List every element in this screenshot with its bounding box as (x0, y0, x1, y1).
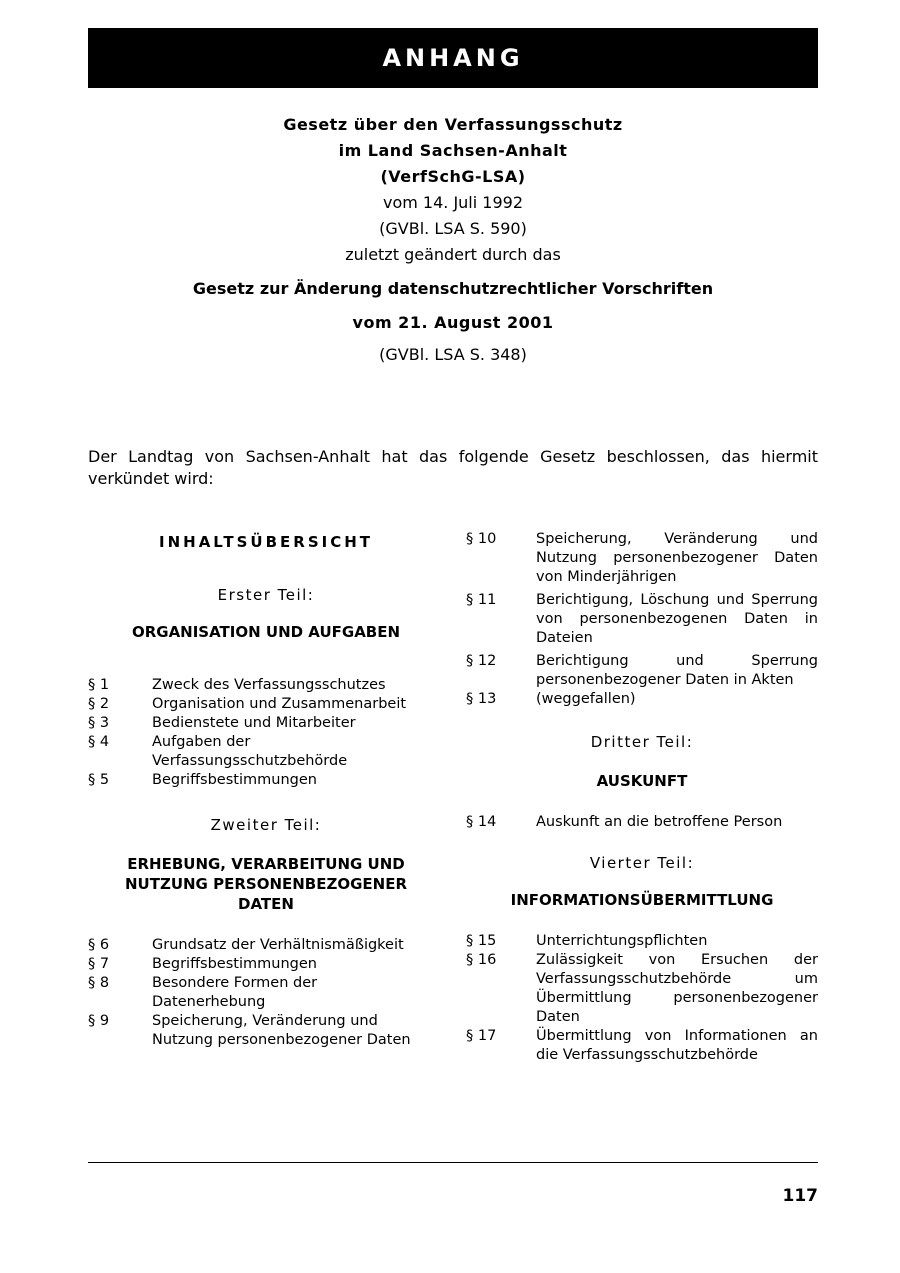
section-title: Unterrichtungspflichten (536, 933, 708, 949)
law-gazette: (GVBl. LSA S. 590) (379, 219, 527, 238)
toc-entry[interactable] (88, 1012, 444, 1050)
toc-entry[interactable] (88, 936, 444, 955)
toc-entry[interactable] (466, 951, 818, 1027)
part-3-heading: AUSKUNFT (596, 772, 688, 790)
law-abbreviation: (VerfSchG-LSA) (380, 167, 526, 186)
toc-left-column (88, 530, 444, 1050)
enactment-clause: Der Landtag von Sachsen-Anhalt hat das folgende Gesetz beschlossen, das hiermit verkündet wird: (88, 447, 818, 488)
section-title: Auskunft an die betroffene Person (536, 814, 783, 830)
law-name-line-2: im Land Sachsen-Anhalt (338, 141, 568, 160)
toc-entry[interactable] (466, 932, 818, 951)
section-number: § 9 (88, 1013, 110, 1029)
toc-entry[interactable] (88, 955, 444, 974)
toc-entry[interactable] (466, 652, 818, 690)
part-1-heading: ORGANISATION UND AUFGABEN (131, 623, 401, 641)
section-title: Speicherung, Veränderung und Nutzung personenbezogener Daten von Minderjährigen (536, 531, 818, 585)
section-title: Berichtigung und Sperrung personenbezogener Daten in Akten (536, 653, 818, 688)
law-title-block (88, 112, 818, 368)
section-title: Zweck des Verfassungsschutzes (152, 677, 386, 693)
section-number: § 1 (88, 677, 110, 693)
section-number: § 12 (466, 653, 497, 669)
toc-entry[interactable] (466, 530, 818, 587)
section-number: § 10 (466, 531, 497, 547)
section-number: § 5 (88, 772, 110, 788)
toc-entry[interactable] (88, 733, 444, 771)
toc-entry[interactable] (88, 714, 444, 733)
section-title: Speicherung, Veränderung und Nutzung personenbezogener Daten (152, 1013, 411, 1048)
toc-entry[interactable] (466, 1027, 818, 1065)
toc-entry[interactable] (88, 974, 444, 1012)
section-title: Organisation und Zusammenarbeit (152, 696, 407, 712)
toc-entry[interactable] (466, 813, 818, 832)
toc-entry[interactable] (88, 695, 444, 714)
section-title: Übermittlung von Informationen an die Verfassungsschutzbehörde (536, 1028, 818, 1063)
section-title: Aufgaben der Verfassungsschutzbehörde (152, 734, 348, 769)
section-number: § 7 (88, 956, 110, 972)
toc-entry[interactable] (466, 591, 818, 648)
part-4-label: Vierter Teil: (589, 854, 695, 872)
section-number: § 2 (88, 696, 110, 712)
part-3-label: Dritter Teil: (590, 733, 694, 751)
section-title: Begriffsbestimmungen (152, 772, 317, 788)
section-number: § 17 (466, 1028, 497, 1044)
part-4-heading: INFORMATIONSÜBERMITTLUNG (510, 891, 774, 909)
footer-divider (88, 1162, 818, 1163)
toc-entry[interactable] (88, 771, 444, 790)
section-title: Zulässigkeit von Ersuchen der Verfassungsschutzbehörde um Übermittlung personenbezogener Daten (536, 952, 818, 1025)
page-number: 117 (782, 1186, 818, 1206)
amending-law-gazette: (GVBl. LSA S. 348) (379, 345, 527, 364)
amending-law-name: Gesetz zur Änderung datenschutzrechtlicher Vorschriften (192, 279, 714, 298)
section-number: § 15 (466, 933, 497, 949)
section-title: Besondere Formen der Datenerhebung (152, 975, 318, 1010)
section-number: § 11 (466, 592, 497, 608)
amended-by-note: zuletzt geändert durch das (345, 245, 561, 264)
amending-law-date: vom 21. August 2001 (352, 313, 554, 332)
law-name-line-1: Gesetz über den Verfassungsschutz (283, 115, 623, 134)
section-title: Berichtigung, Löschung und Sperrung von personenbezogenen Daten in Dateien (536, 592, 818, 646)
toc-right-column (466, 530, 818, 1065)
section-title: Grundsatz der Verhältnismäßigkeit (152, 937, 404, 953)
section-number: § 16 (466, 952, 497, 968)
section-title: (weggefallen) (536, 691, 636, 707)
toc-entry[interactable] (88, 676, 444, 695)
section-number: § 4 (88, 734, 110, 750)
part-2-label: Zweiter Teil: (210, 816, 322, 834)
section-number: § 6 (88, 937, 110, 953)
section-number: § 8 (88, 975, 110, 991)
appendix-banner: ANHANG (88, 28, 818, 88)
toc-heading: INHALTSÜBERSICHT (159, 533, 373, 551)
part-1-label: Erster Teil: (217, 586, 315, 604)
toc-entry[interactable] (466, 690, 818, 709)
section-number: § 14 (466, 814, 497, 830)
section-title: Begriffsbestimmungen (152, 956, 317, 972)
section-title: Bedienstete und Mitarbeiter (152, 715, 356, 731)
section-number: § 13 (466, 691, 497, 707)
section-number: § 3 (88, 715, 110, 731)
part-2-heading: ERHEBUNG, VERARBEITUNG UND NUTZUNG PERSONENBEZOGENER DATEN (124, 855, 408, 913)
law-date: vom 14. Juli 1992 (382, 193, 523, 212)
